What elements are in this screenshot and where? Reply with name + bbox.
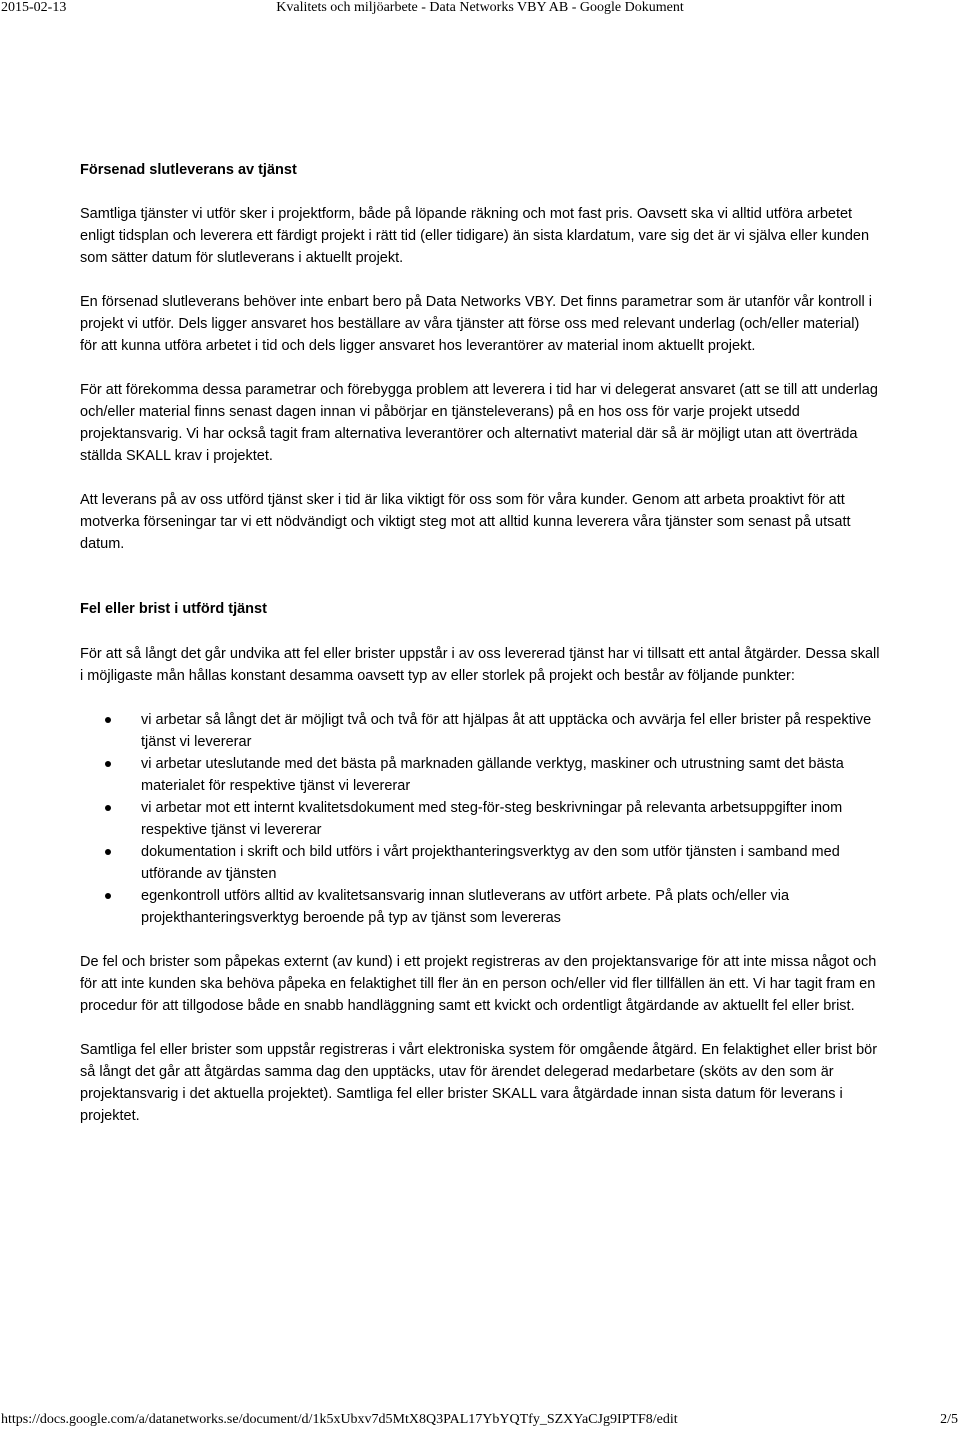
paragraph: En försenad slutleverans behöver inte enbart bero på Data Networks VBY. Det finns parametrar som är utanför vår kontroll i projekt vi utför. Dels ligger ansvaret hos beställare av våra tjänster att förse oss med relevant underlag (och/eller material) för att kunna utföra arbetet i tid och dels ligger ansvaret hos leverantörer av material inom aktuellt projekt.	[80, 294, 872, 354]
paragraph: Samtliga tjänster vi utför sker i projektform, både på löpande räkning och mot fast pris. Oavsett ska vi alltid utföra arbetet enligt tidsplan och leverera ett färdigt projekt i rätt tid (eller tidigare) än sista klardatum, vare sig det är vi själva eller kunden som sätter datum för slutleverans i aktuellt projekt.	[80, 206, 870, 266]
section-heading-fault-or-defect: Fel eller brist i utförd tjänst	[80, 601, 267, 617]
bullet-icon	[105, 805, 111, 811]
list-item	[80, 797, 880, 841]
paragraph: De fel och brister som påpekas externt (av kund) i ett projekt registreras av den projektansvarige för att inte missa något och för att inte kunden ska behöva påpeka en felaktighet till fler än en person och/eller vid fler tillfällen än ett. Vi har tagit fram en procedur för att tillgodose både en snabb handläggning samt ett kvickt och ordentligt åtgärdande av aktuellt fel eller brist.	[80, 954, 877, 1014]
paragraph: För att förekomma dessa parametrar och förebygga problem att leverera i tid har vi delegerat ansvaret (att se till att underlag och/eller material finns senast dagen innan vi påbörjar en tjänsteleverans) på en hos oss för varje projekt utsedd projektansvarig. Vi har också tagit fram alternativa leverantörer och alternativt material där så är möjligt utan att överträda ställda SKALL krav i projektet.	[80, 382, 878, 464]
section-heading-delayed-delivery: Försenad slutleverans av tjänst	[80, 162, 297, 178]
paragraph: För att så långt det går undvika att fel eller brister uppstår i av oss levererad tjänst har vi tillsatt ett antal åtgärder. Dessa skall i möjligaste mån hållas konstant desamma oavsett typ av eller storlek på projekt och består av följande punkter:	[80, 646, 880, 684]
bullet-icon	[105, 893, 111, 899]
list-item-text: egenkontroll utförs alltid av kvalitetsansvarig innan slutleverans av utfört arbete. På plats och/eller via projekthanteringsverktyg beroende på typ av tjänst som levereras	[141, 888, 790, 926]
list-item	[80, 753, 880, 797]
paragraph: Samtliga fel eller brister som uppstår registreras i vårt elektroniska system för omgående åtgärd. En felaktighet eller brist bör så långt det går att åtgärdas samma dag den upptäcks, utav för ärendet delegerad medarbetare (sköts av den som är projektansvarig i det aktuella projektet). Samtliga fel eller brister SKALL vara åtgärdade innan sista datum för leverans i projektet.	[80, 1042, 878, 1124]
print-title: Kvalitets och miljöarbete - Data Networks VBY AB - Google Dokument	[276, 0, 684, 15]
bullet-icon	[105, 717, 111, 723]
list-item	[80, 885, 880, 929]
list-item-text: dokumentation i skrift och bild utförs i vårt projekthanteringsverktyg av den som utför tjänsten i samband med utförande av tjänsten	[141, 844, 840, 882]
list-item	[80, 841, 880, 885]
list-item-text: vi arbetar så långt det är möjligt två och två för att hjälpas åt att upptäcka och avvärja fel eller brister på respektive tjänst vi levererar	[141, 712, 872, 750]
document-body	[80, 159, 880, 1127]
paragraph: Att leverans på av oss utförd tjänst sker i tid är lika viktigt för oss som för våra kunder. Genom att arbeta proaktivt för att motverka förseningar tar vi ett nödvändigt och viktigt steg mot att alltid kunna leverera våra tjänster som senast på utsatt datum.	[80, 492, 851, 552]
print-header	[0, 0, 960, 16]
list-item	[80, 709, 880, 753]
print-date: 2015-02-13	[1, 0, 67, 15]
measures-list	[80, 709, 880, 929]
bullet-icon	[105, 761, 111, 767]
bullet-icon	[105, 849, 111, 855]
print-footer	[0, 1412, 960, 1428]
list-item-text: vi arbetar uteslutande med det bästa på marknaden gällande verktyg, maskiner och utrustning samt det bästa materialet för respektive tjänst vi levererar	[141, 756, 844, 794]
document-url: https://docs.google.com/a/datanetworks.se/document/d/1k5xUbxv7d5MtX8Q3PAL17YbYQTfy_SZXYaCJg9IPTF8/edit	[1, 1412, 678, 1427]
page-number: 2/5	[940, 1412, 958, 1427]
list-item-text: vi arbetar mot ett internt kvalitetsdokument med steg-för-steg beskrivningar på relevanta arbetsuppgifter inom respektive tjänst vi levererar	[141, 800, 843, 838]
